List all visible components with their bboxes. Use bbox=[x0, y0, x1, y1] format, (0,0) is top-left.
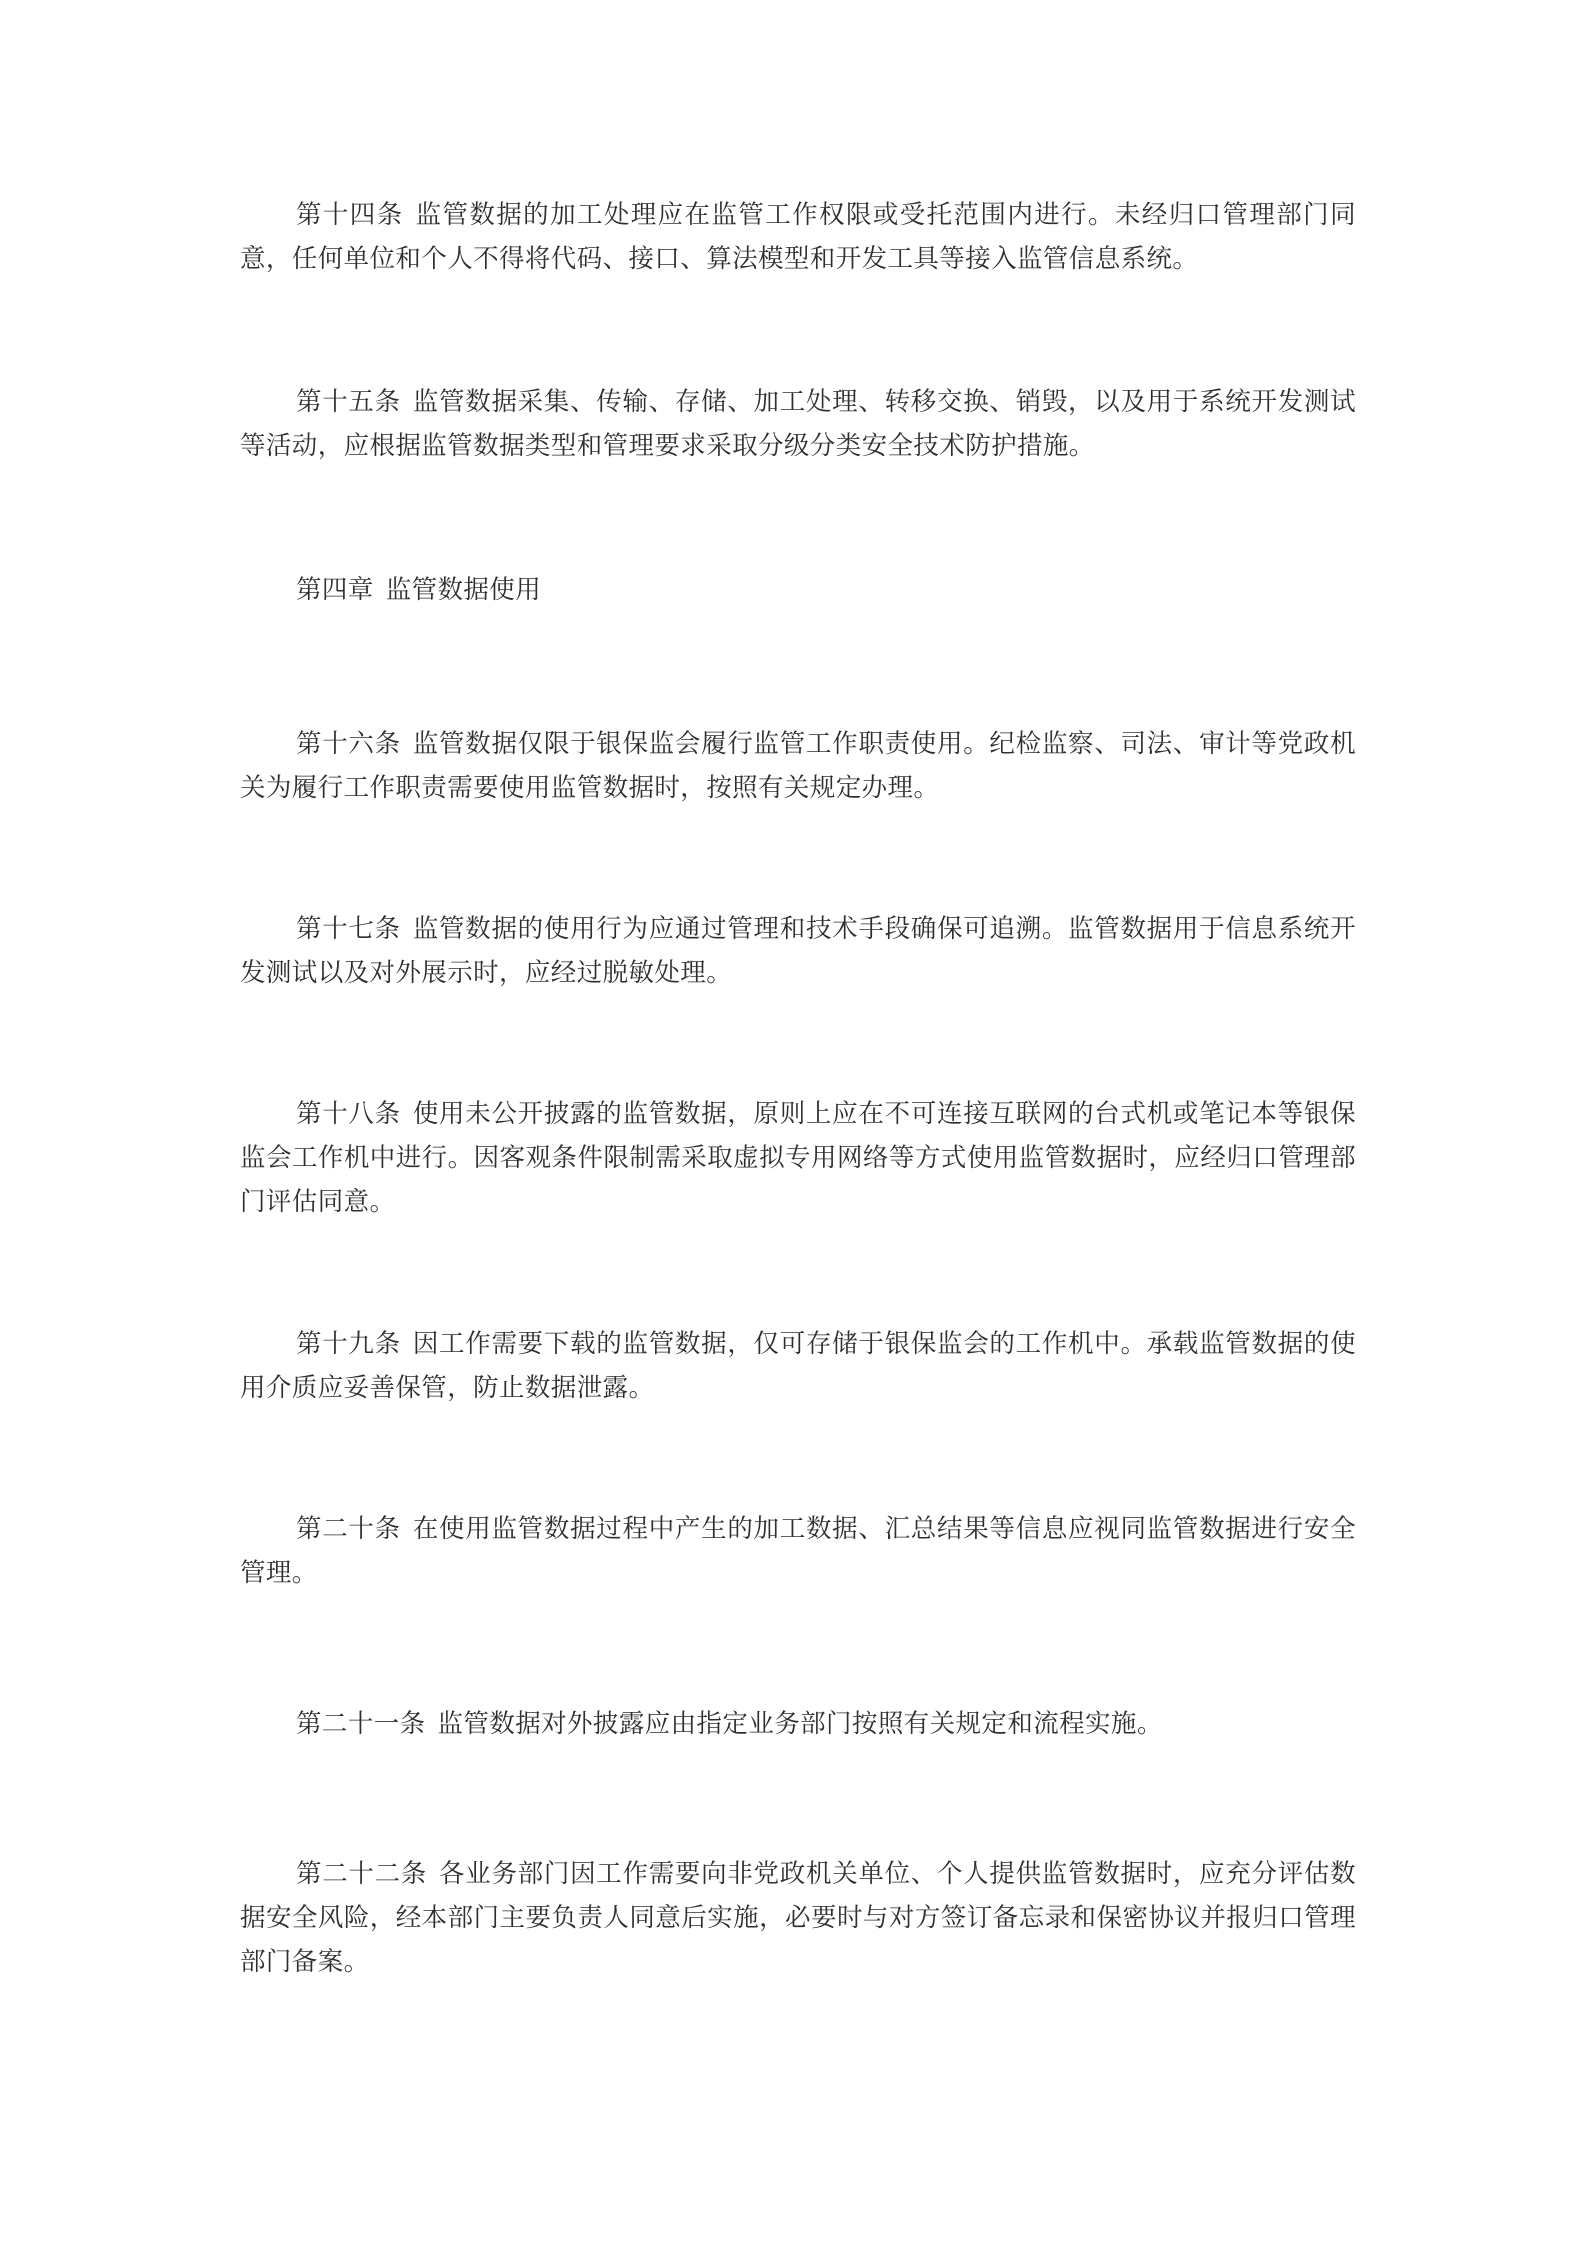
article-text: 在使用监管数据过程中产生的加工数据、汇总结果等信息应视同监管数据进行安全管理。 bbox=[240, 1514, 1357, 1588]
article-15-paragraph bbox=[240, 380, 1356, 468]
article-18-paragraph bbox=[240, 1092, 1356, 1224]
article-14-paragraph bbox=[240, 193, 1356, 281]
article-text: 因工作需要下载的监管数据，仅可存储于银保监会的工作机中。承载监管数据的使用介质应妥善保管，防止数据泄露。 bbox=[240, 1329, 1357, 1403]
article-number: 第十五条 bbox=[296, 387, 401, 417]
article-text: 监管数据仅限于银保监会履行监管工作职责使用。纪检监察、司法、审计等党政机关为履行工作职责需要使用监管数据时，按照有关规定办理。 bbox=[240, 729, 1357, 803]
article-text: 监管数据对外披露应由指定业务部门按照有关规定和流程实施。 bbox=[437, 1709, 1163, 1739]
article-16-paragraph bbox=[240, 722, 1356, 810]
article-21-paragraph bbox=[240, 1702, 1356, 1746]
article-text: 监管数据采集、传输、存储、加工处理、转移交换、销毁，以及用于系统开发测试等活动，应根据监管数据类型和管理要求采取分级分类安全技术防护措施。 bbox=[240, 387, 1357, 461]
article-number: 第二十条 bbox=[296, 1514, 401, 1544]
article-19-paragraph bbox=[240, 1322, 1356, 1410]
article-number: 第十七条 bbox=[296, 914, 401, 944]
article-text: 监管数据的加工处理应在监管工作权限或受托范围内进行。未经归口管理部门同意，任何单位和个人不得将代码、接口、算法模型和开发工具等接入监管信息系统。 bbox=[240, 200, 1356, 274]
article-number: 第二十一条 bbox=[296, 1709, 426, 1739]
article-20-paragraph bbox=[240, 1507, 1356, 1595]
chapter-title: 监管数据使用 bbox=[385, 575, 542, 605]
article-number: 第二十二条 bbox=[296, 1859, 428, 1889]
article-number: 第十八条 bbox=[296, 1099, 401, 1129]
article-22-paragraph bbox=[240, 1852, 1356, 1984]
article-text: 各业务部门因工作需要向非党政机关单位、个人提供监管数据时，应充分评估数据安全风险，经本部门主要负责人同意后实施，必要时与对方签订备忘录和保密协议并报归口管理部门备案。 bbox=[240, 1859, 1356, 1977]
article-number: 第十六条 bbox=[296, 729, 401, 759]
article-17-paragraph bbox=[240, 907, 1356, 995]
article-text: 使用未公开披露的监管数据，原则上应在不可连接互联网的台式机或笔记本等银保监会工作机中进行。因客观条件限制需采取虚拟专用网络等方式使用监管数据时，应经归口管理部门评估同意。 bbox=[240, 1099, 1357, 1217]
article-text: 监管数据的使用行为应通过管理和技术手段确保可追溯。监管数据用于信息系统开发测试以及对外展示时，应经过脱敏处理。 bbox=[240, 914, 1357, 988]
article-number: 第十九条 bbox=[296, 1329, 401, 1359]
chapter-heading bbox=[296, 568, 541, 612]
chapter-number: 第四章 bbox=[296, 575, 374, 605]
article-number: 第十四条 bbox=[296, 200, 404, 230]
